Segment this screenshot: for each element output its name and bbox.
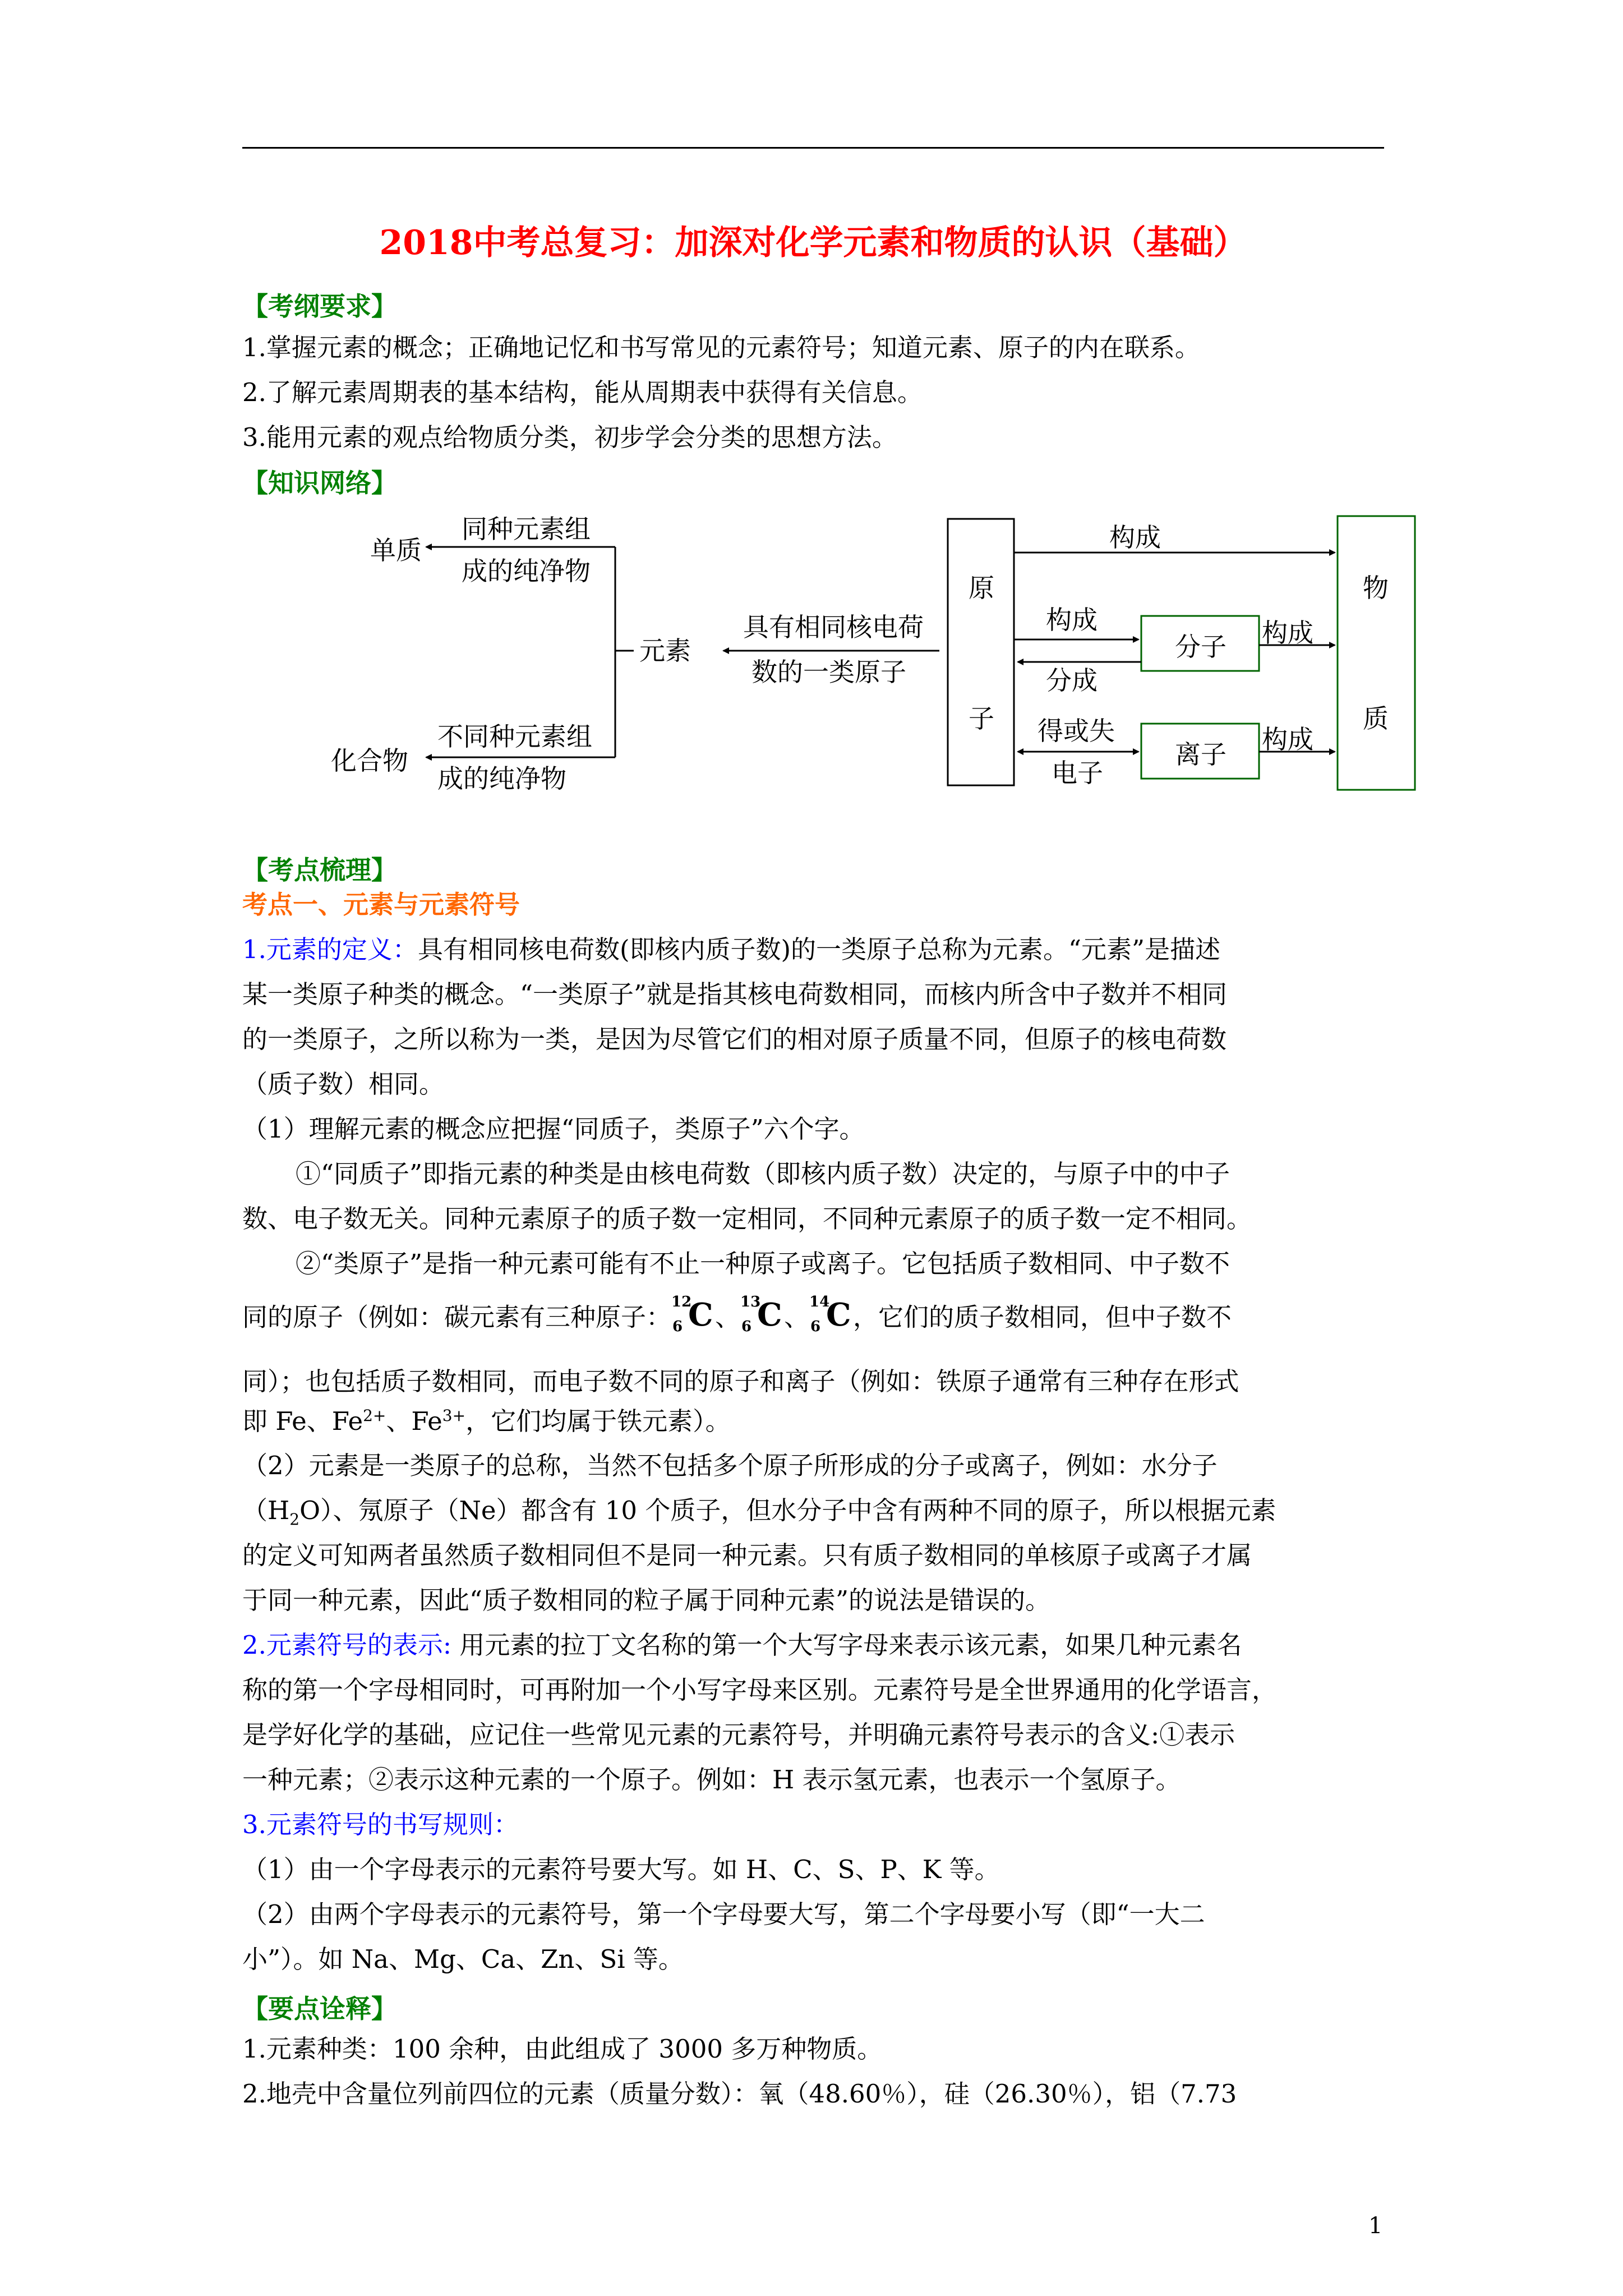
- paragraph-line: 同）；也包括质子数相同，而电子数不同的原子和离子（例如：铁原子通常有三种存在形式: [242, 1366, 1239, 1396]
- paragraph-line: 1.元素种类：100 余种，由此组成了 3000 多万种物质。: [242, 2034, 883, 2064]
- isotope-symbol: C: [688, 1296, 713, 1333]
- isotope-separator: 、: [715, 1302, 741, 1332]
- isotope-symbol: C: [757, 1296, 782, 1333]
- paragraph-line: ①“同质子”即指元素的种类是由核电荷数（即核内质子数）决定的，与原子中的中子: [296, 1159, 1230, 1189]
- goucheng-label: 构成: [1262, 724, 1313, 754]
- isotope-mass: 13: [740, 1294, 761, 1310]
- rules-label: 3.元素符号的书写规则：: [242, 1810, 519, 1839]
- yuansu-desc: 数的一类原子: [751, 657, 906, 687]
- outline-item: 2.了解元素周期表的基本结构，能从周期表中获得有关信息。: [242, 378, 923, 407]
- isotope-symbol: C: [826, 1296, 851, 1333]
- paragraph-line: [242, 1632, 1242, 1658]
- isotope-intro: 同的原子（例如：碳元素有三种原子：: [242, 1302, 672, 1332]
- isotope-z: 6: [741, 1318, 752, 1335]
- definition-label: 1.元素的定义：: [242, 935, 418, 964]
- outline-item: 3.能用元素的观点给物质分类，初步学会分类的思想方法。: [242, 422, 897, 452]
- isotope-z: 6: [672, 1318, 683, 1335]
- paragraph-line: [242, 1408, 731, 1434]
- ion-label: 离子: [1175, 739, 1227, 770]
- symbol-label: 2.元素符号的表示:: [242, 1630, 452, 1660]
- paragraph-line: （2）元素是一类原子的总称，当然不包括多个原子所形成的分子或离子，例如：水分子: [242, 1451, 1218, 1480]
- atom-box: [948, 519, 1014, 785]
- charge-superscript: 3+: [442, 1406, 466, 1425]
- paragraph-line: 数、电子数无关。同种元素原子的质子数一定相同，不同种元素原子的质子数一定不相同。: [242, 1204, 1252, 1234]
- paragraph-line-isotopes: [242, 1294, 1232, 1336]
- paragraph-line: 的一类原子，之所以称为一类，是因为尽管它们的相对原子质量不同，但原子的核电荷数: [242, 1024, 1227, 1054]
- paragraph-line: 小”）。如 Na、Mg、Ca、Zn、Si 等。: [242, 1944, 684, 1974]
- header-rule: [242, 147, 1384, 149]
- huahewu-label: 化合物: [331, 746, 408, 776]
- text-fragment: O）、氖原子（Ne）都含有 10 个质子，但水分子中含有两种不同的原子，所以根据元素: [299, 1496, 1276, 1525]
- isotope-c14: [809, 1294, 853, 1336]
- paragraph-line: （2）由两个字母表示的元素符号，第一个字母要大写，第二个字母要小写（即“一大二: [242, 1899, 1205, 1929]
- molecule-label: 分子: [1175, 632, 1227, 662]
- paragraph-line: （1）由一个字母表示的元素符号要大写。如 H、C、S、P、K 等。: [242, 1855, 1000, 1884]
- huahewu-desc: 成的纯净物: [437, 763, 566, 794]
- text-fragment: ，它们均属于铁元素）。: [465, 1406, 731, 1436]
- paragraph-line: 2.地壳中含量位列前四位的元素（质量分数）：氧（48.60％），硅（26.30％），铝（7.73: [242, 2079, 1237, 2109]
- atom-box-label: 原: [969, 573, 994, 603]
- yuansu-desc: 具有相同核电荷: [743, 612, 924, 642]
- deshi-label: 得或失: [1038, 716, 1115, 746]
- matter-box-label: 质: [1363, 703, 1389, 734]
- fencheng-label: 分成: [1046, 665, 1098, 696]
- paragraph-line: 某一类原子种类的概念。“一类原子”就是指其核电荷数相同，而核内所含中子数并不相同: [242, 979, 1228, 1009]
- paragraph-line: （质子数）相同。: [242, 1069, 445, 1099]
- matter-box-label: 物: [1363, 573, 1389, 603]
- paragraph-line: [242, 1498, 1276, 1527]
- matter-box: [1338, 516, 1415, 790]
- definition-text: 具有相同核电荷数(即核内质子数)的一类原子总称为元素。“元素”是描述: [417, 935, 1221, 964]
- goucheng-label: 构成: [1046, 605, 1098, 635]
- yuansu-label: 元素: [639, 636, 691, 666]
- paragraph-line: 于同一种元素，因此“质子数相同的粒子属于同种元素”的说法是错误的。: [242, 1585, 1051, 1615]
- goucheng-label: 构成: [1109, 522, 1161, 553]
- isotope-z: 6: [810, 1318, 821, 1335]
- isotope-outro: ，它们的质子数相同，但中子数不: [853, 1302, 1232, 1332]
- text-fragment: 、Fe: [386, 1406, 442, 1436]
- paragraph-line: 称的第一个字母相同时，可再附加一个小写字母来区别。元素符号是全世界通用的化学语言，: [242, 1675, 1278, 1705]
- points-heading: 【考点梳理】: [242, 855, 397, 885]
- deshi-label: 电子: [1052, 758, 1103, 788]
- paragraph-line: ②“类原子”是指一种元素可能有不止一种原子或离子。它包括质子数相同、中子数不: [296, 1249, 1230, 1278]
- page-title: 2018中考总复习：加深对化学元素和物质的认识（基础）: [379, 223, 1247, 263]
- explain-heading: 【要点诠释】: [242, 1994, 397, 2024]
- charge-superscript: 2+: [363, 1406, 386, 1425]
- danzhi-label: 单质: [370, 535, 422, 565]
- isotope-mass: 14: [809, 1294, 830, 1310]
- paragraph-line: 是学好化学的基础，应记住一些常见元素的元素符号，并明确元素符号表示的含义:①表示: [242, 1720, 1235, 1750]
- paragraph-line: [242, 937, 1220, 962]
- symbol-text: 用元素的拉丁文名称的第一个大写字母来表示该元素，如果几种元素名: [451, 1630, 1242, 1660]
- outline-item: 1.掌握元素的概念；正确地记忆和书写常见的元素符号；知道元素、原子的内在联系。: [242, 333, 1200, 362]
- subsection-title: 考点一、元素与元素符号: [242, 890, 520, 919]
- paragraph-line: 一种元素；②表示这种元素的一个原子。例如：H 表示氢元素，也表示一个氢原子。: [242, 1765, 1181, 1795]
- isotope-mass: 12: [671, 1294, 692, 1310]
- isotope-c13: [740, 1294, 784, 1336]
- danzhi-desc: 成的纯净物: [462, 556, 591, 586]
- goucheng-label: 构成: [1262, 618, 1313, 648]
- outline-heading: 【考纲要求】: [242, 291, 397, 321]
- danzhi-desc: 同种元素组: [462, 514, 591, 544]
- text-fragment: 即 Fe、Fe: [242, 1406, 363, 1436]
- isotope-c12: [671, 1294, 715, 1336]
- atom-box-label: 子: [969, 703, 994, 734]
- paragraph-line: 的定义可知两者虽然质子数相同但不是同一种元素。只有质子数相同的单核原子或离子才属: [242, 1540, 1252, 1570]
- network-heading: 【知识网络】: [242, 468, 397, 498]
- text-fragment: （H: [242, 1496, 290, 1525]
- formula-subscript: 2: [289, 1510, 300, 1529]
- paragraph-line: （1）理解元素的概念应把握“同质子，类原子”六个字。: [242, 1114, 865, 1144]
- page-number: 1: [1368, 2213, 1383, 2239]
- huahewu-desc: 不同种元素组: [437, 721, 592, 752]
- isotope-separator: 、: [784, 1302, 810, 1332]
